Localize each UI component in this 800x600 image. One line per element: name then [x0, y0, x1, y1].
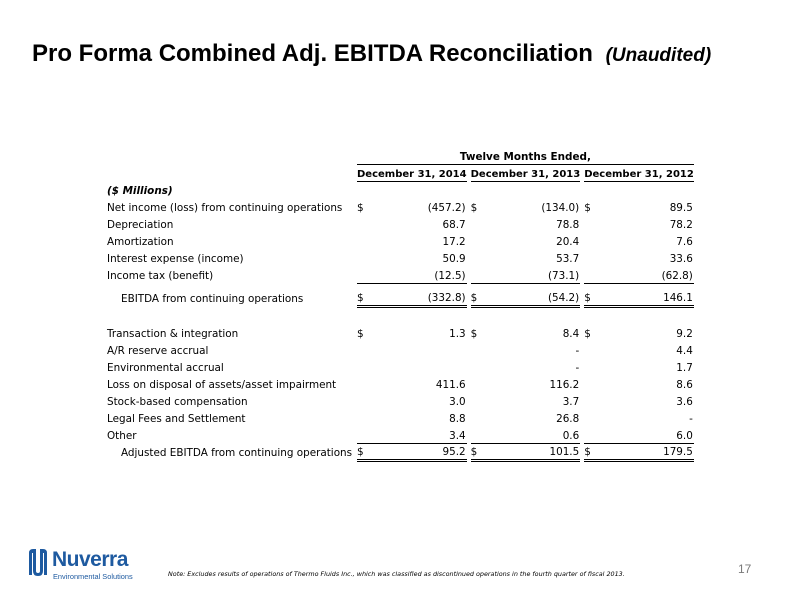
footnote: Note: Excludes results of operations of Thermo Fluids Inc., which was classified as discontinued operations in the fourth quarter of fiscal 2013.	[168, 570, 625, 578]
nuverra-logo-icon	[27, 547, 49, 577]
value-2012: -	[689, 413, 693, 425]
title-subtitle: (Unaudited)	[605, 45, 712, 66]
value-2013: 3.7	[562, 396, 580, 408]
currency-symbol: $	[357, 328, 364, 340]
logo-tagline: Environmental Solutions	[53, 572, 133, 581]
value-2014	[369, 358, 467, 375]
value-2013: (54.2)	[483, 283, 581, 306]
table-row-subtotal	[107, 283, 694, 306]
table-row	[107, 324, 694, 341]
value-2013: 116.2	[549, 379, 580, 391]
currency-symbol: $	[470, 202, 478, 214]
table-row	[107, 198, 694, 215]
currency-symbol: $	[584, 443, 596, 460]
currency-symbol: $	[584, 328, 591, 340]
currency-symbol: $	[470, 328, 478, 340]
value-2012: 146.1	[596, 283, 694, 306]
value-2013: 8.4	[562, 328, 580, 340]
value-2012: 89.5	[669, 202, 693, 214]
value-2012: 6.0	[596, 426, 694, 443]
value-2013: 101.5	[483, 443, 581, 460]
table-row	[107, 358, 694, 375]
column-header-2014: December 31, 2014	[357, 164, 467, 181]
page-title	[32, 40, 772, 68]
company-logo	[27, 547, 157, 587]
currency-symbol: $	[471, 443, 483, 460]
row-label: Transaction & integration	[107, 328, 239, 340]
value-2012: 9.2	[676, 328, 693, 340]
table-row	[107, 392, 694, 409]
row-label: Environmental accrual	[107, 362, 224, 374]
column-header-2012: December 31, 2012	[584, 164, 694, 181]
value-2014: 411.6	[435, 379, 466, 391]
value-2014	[369, 341, 467, 358]
row-label: EBITDA from continuing operations	[121, 293, 304, 305]
row-label: Adjusted EBITDA from continuing operations	[121, 447, 353, 459]
value-2014: 17.2	[442, 236, 466, 248]
value-2014: 68.7	[442, 219, 466, 231]
column-header-row	[107, 164, 694, 181]
value-2013: 26.8	[556, 413, 580, 425]
value-2013: -	[575, 345, 580, 357]
value-2013: 0.6	[483, 426, 581, 443]
table-row	[107, 409, 694, 426]
units-label: ($ Millions)	[107, 185, 173, 197]
table-row	[107, 215, 694, 232]
value-2013: 53.7	[556, 253, 580, 265]
currency-symbol: $	[471, 283, 483, 306]
value-2014: 1.3	[449, 328, 466, 340]
value-2014: 3.4	[369, 426, 467, 443]
currency-symbol: $	[584, 202, 591, 214]
value-2014: 95.2	[369, 443, 467, 460]
row-label: Depreciation	[107, 219, 174, 231]
value-2014: 8.8	[449, 413, 466, 425]
value-2012: 78.2	[669, 219, 693, 231]
table-row	[107, 266, 694, 283]
row-label: Legal Fees and Settlement	[107, 413, 246, 425]
value-2012: 179.5	[596, 443, 694, 460]
group-header: Twelve Months Ended,	[459, 150, 591, 163]
group-header-row	[107, 147, 694, 164]
row-label: Income tax (benefit)	[107, 270, 214, 282]
value-2013: 78.8	[556, 219, 580, 231]
value-2012: 7.6	[676, 236, 693, 248]
value-2012: 33.6	[669, 253, 693, 265]
page-number: 17	[738, 562, 752, 576]
value-2013: (134.0)	[541, 202, 580, 214]
value-2012: 3.6	[676, 396, 693, 408]
column-header-2013: December 31, 2013	[471, 164, 581, 181]
currency-symbol: $	[357, 283, 369, 306]
value-2012: 4.4	[676, 345, 693, 357]
row-label: Amortization	[107, 236, 174, 248]
row-label: A/R reserve accrual	[107, 345, 209, 357]
table-row-total	[107, 443, 694, 460]
value-2012: 1.7	[676, 362, 693, 374]
currency-symbol: $	[584, 283, 596, 306]
units-row	[107, 181, 694, 198]
value-2012: 8.6	[676, 379, 693, 391]
row-label: Loss on disposal of assets/asset impairment	[107, 379, 337, 391]
table-row	[107, 426, 694, 443]
table-row	[107, 232, 694, 249]
value-2013: (73.1)	[483, 266, 581, 283]
currency-symbol: $	[357, 202, 364, 214]
table-row	[107, 341, 694, 358]
row-label: Other	[107, 430, 137, 442]
value-2013: -	[575, 362, 580, 374]
table-row	[107, 249, 694, 266]
value-2014: 3.0	[449, 396, 466, 408]
row-label: Interest expense (income)	[107, 253, 244, 265]
value-2014: (457.2)	[427, 202, 466, 214]
value-2014: (12.5)	[369, 266, 467, 283]
row-label: Stock-based compensation	[107, 396, 248, 408]
logo-wordmark: Nuverra	[52, 548, 128, 571]
currency-symbol: $	[357, 443, 369, 460]
value-2014: (332.8)	[369, 283, 467, 306]
title-main: Pro Forma Combined Adj. EBITDA Reconciliation	[32, 40, 593, 67]
value-2014: 50.9	[442, 253, 466, 265]
ebitda-reconciliation-table	[107, 147, 694, 462]
value-2013: 20.4	[556, 236, 580, 248]
table-row	[107, 375, 694, 392]
value-2012: (62.8)	[596, 266, 694, 283]
row-label: Net income (loss) from continuing operations	[107, 202, 343, 214]
